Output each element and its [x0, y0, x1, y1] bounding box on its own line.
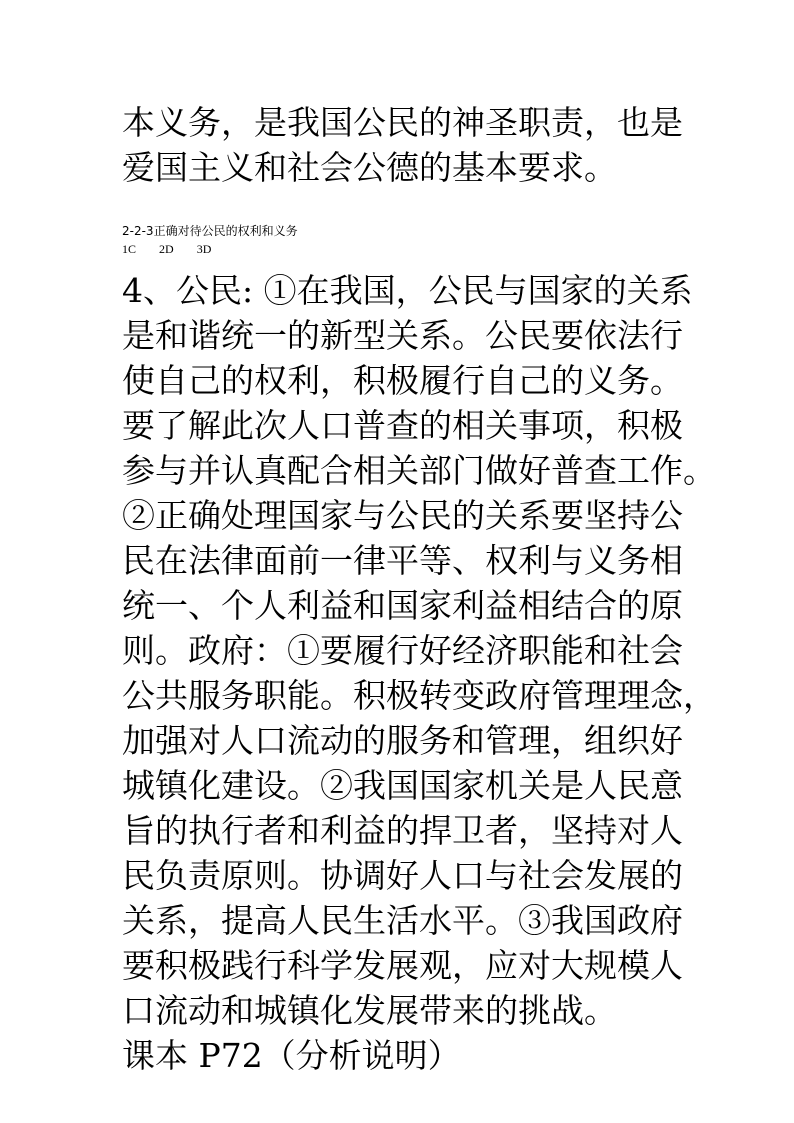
- main-line: 关系，提高人民生活水平。③我国政府: [122, 901, 683, 940]
- main-line: 城镇化建设。②我国国家机关是人民意: [122, 766, 683, 805]
- section-title: 2-2-3正确对待公民的权利和义务: [122, 224, 298, 238]
- intro-line: 爱国主义和社会公德的基本要求。: [122, 148, 617, 187]
- textbook-reference: 课本 P72（分析说明）: [122, 1036, 461, 1075]
- intro-line: 本义务，是我国公民的神圣职责，也是: [122, 103, 683, 142]
- main-line: 加强对人口流动的服务和管理，组织好: [122, 721, 683, 760]
- answer-item: 3D: [196, 242, 212, 256]
- main-line: 使自己的权利，积极履行自己的义务。: [122, 361, 683, 400]
- main-line: 要了解此次人口普查的相关事项，积极: [122, 406, 683, 445]
- main-line: ②正确处理国家与公民的关系要坚持公: [122, 496, 683, 535]
- main-line: 4、公民: ①在我国，公民与国家的关系: [122, 271, 693, 310]
- main-line: 民负责原则。协调好人口与社会发展的: [122, 856, 683, 895]
- main-line: 则。政府：①要履行好经济职能和社会: [122, 631, 683, 670]
- main-line: 参与并认真配合相关部门做好普查工作。: [122, 451, 716, 490]
- main-line: 要积极践行科学发展观，应对大规模人: [122, 946, 683, 985]
- main-line: 统一、个人利益和国家利益相结合的原: [122, 586, 683, 625]
- main-line: 旨的执行者和利益的捍卫者，坚持对人: [122, 811, 683, 850]
- answer-item: 2D: [159, 242, 174, 256]
- intro-paragraph: [122, 100, 682, 190]
- answer-item: 1C: [122, 242, 137, 256]
- main-line: 是和谐统一的新型关系。公民要依法行: [122, 316, 683, 355]
- main-line: 民在法律面前一律平等、权利与义务相: [122, 541, 683, 580]
- main-line: 口流动和城镇化发展带来的挑战。: [122, 991, 617, 1030]
- main-line: 公共服务职能。积极转变政府管理理念，: [122, 676, 716, 715]
- main-paragraph: [122, 268, 716, 1078]
- answer-key: [122, 242, 211, 257]
